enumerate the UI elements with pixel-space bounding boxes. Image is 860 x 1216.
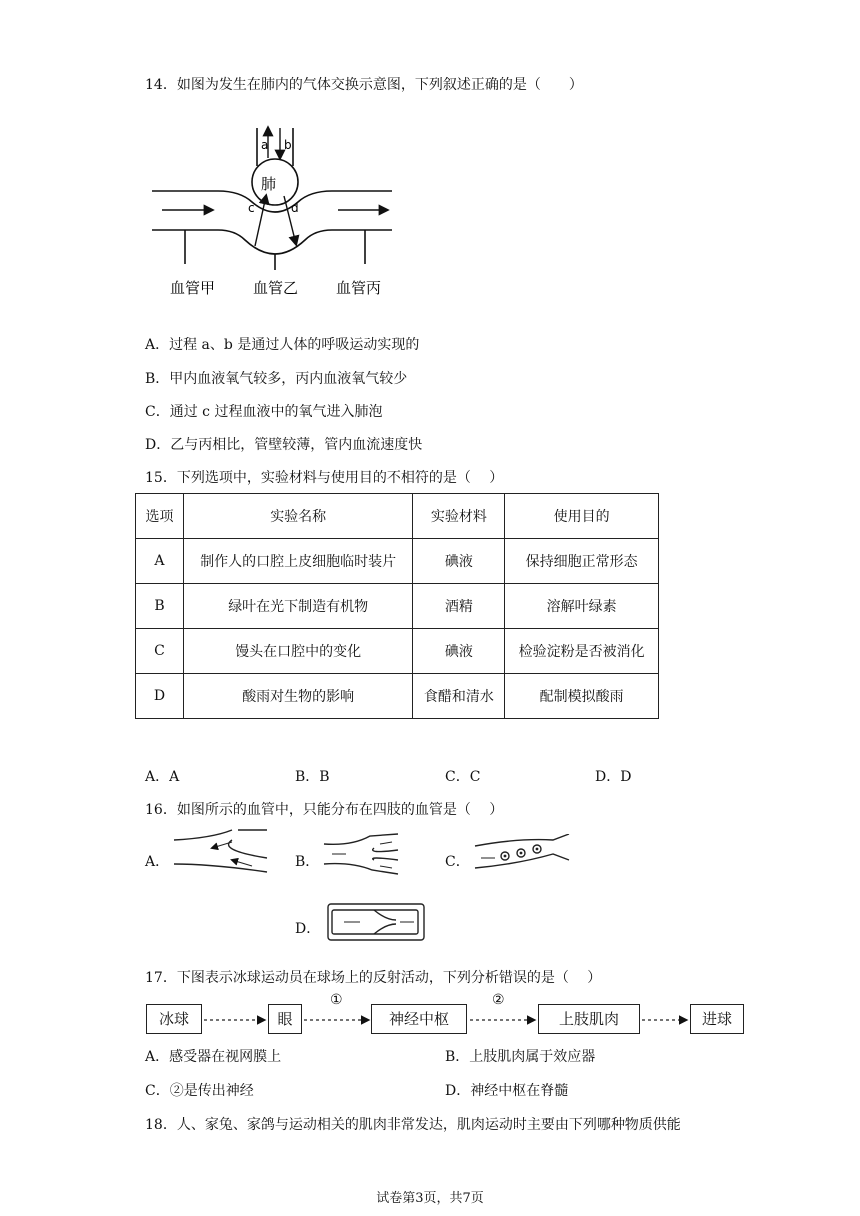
q14-option-c: C．通过 c 过程血液中的氧气进入肺泡 [145, 404, 383, 420]
table-cell: 配制模拟酸雨 [505, 674, 659, 719]
header-cell: 实验名称 [183, 494, 413, 539]
label-b: b [284, 138, 292, 152]
page-footer: 试卷第3页，共7页 [376, 1191, 484, 1206]
label-vessel-jia: 血管甲 [170, 279, 216, 297]
flow-arrows [200, 1008, 700, 1032]
table-cell: 溶解叶绿素 [505, 584, 659, 629]
table-cell: 保持细胞正常形态 [505, 539, 659, 584]
table-cell: 食醋和清水 [413, 674, 505, 719]
q15-option-c: C．C [445, 769, 481, 785]
table-row [136, 674, 659, 719]
q14-option-d: D．乙与丙相比，管壁较薄，管内血流速度快 [145, 437, 423, 453]
flow-node-ice-hockey: 冰球 [146, 1004, 202, 1034]
q15-option-d: D．D [595, 769, 632, 785]
label-d: d [291, 201, 299, 215]
q18-stem: 18．人、家兔、家鸽与运动相关的肌肉非常发达，肌肉运动时主要由下列哪种物质供能 [145, 1117, 681, 1133]
q15-option-a: A．A [145, 769, 180, 785]
label-a: a [261, 138, 269, 152]
experiment-table [135, 493, 659, 719]
label-lung: 肺 [261, 175, 277, 193]
vessel-a-icon [172, 828, 272, 878]
flow-node-upper-limb-muscle: 上肢肌肉 [538, 1004, 640, 1034]
table-cell: 绿叶在光下制造有机物 [183, 584, 413, 629]
label-c: c [248, 201, 255, 215]
table-cell: D [136, 674, 184, 719]
table-row [136, 539, 659, 584]
vessel-b-icon [322, 832, 402, 877]
q16-label-c: C． [445, 854, 470, 870]
q15-option-b: B．B [295, 769, 330, 785]
table-cell: C [136, 629, 184, 674]
table-cell: 酸雨对生物的影响 [183, 674, 413, 719]
q14-stem: 14．如图为发生在肺内的气体交换示意图，下列叙述正确的是（ ） [145, 77, 583, 93]
q16-label-b: B． [295, 854, 320, 870]
label-vessel-yi: 血管乙 [253, 279, 299, 297]
label-vessel-bing: 血管丙 [336, 279, 382, 297]
q17-option-a: A．感受器在视网膜上 [145, 1049, 282, 1065]
flow-marker-1: ① [330, 992, 343, 1008]
table-cell: 酒精 [413, 584, 505, 629]
table-cell: 馒头在口腔中的变化 [183, 629, 413, 674]
table-row [136, 629, 659, 674]
flow-node-eye: 眼 [268, 1004, 302, 1034]
vessel-c-icon [473, 834, 573, 874]
table-cell: B [136, 584, 184, 629]
q16-stem: 16．如图所示的血管中，只能分布在四肢的血管是（ ） [145, 802, 504, 818]
vessel-d-icon [324, 900, 430, 944]
table-cell: 碘液 [413, 629, 505, 674]
gas-exchange-diagram [140, 118, 400, 308]
header-cell: 选项 [136, 494, 184, 539]
table-cell: 检验淀粉是否被消化 [505, 629, 659, 674]
q14-option-a: A．过程 a、b 是通过人体的呼吸运动实现的 [145, 337, 420, 353]
table-cell: 制作人的口腔上皮细胞临时装片 [183, 539, 413, 584]
table-row [136, 584, 659, 629]
flow-marker-2: ② [492, 992, 505, 1008]
flow-node-nerve-center: 神经中枢 [371, 1004, 467, 1034]
q15-stem: 15．下列选项中，实验材料与使用目的不相符的是（ ） [145, 470, 504, 486]
q17-option-b: B．上肢肌肉属于效应器 [445, 1049, 596, 1065]
q17-option-c: C．②是传出神经 [145, 1083, 254, 1099]
flow-node-goal: 进球 [690, 1004, 744, 1034]
table-cell: 碘液 [413, 539, 505, 584]
table-cell: A [136, 539, 184, 584]
q16-label-a: A． [145, 854, 170, 870]
header-cell: 使用目的 [505, 494, 659, 539]
q17-stem: 17．下图表示冰球运动员在球场上的反射活动，下列分析错误的是（ ） [145, 970, 602, 986]
header-cell: 实验材料 [413, 494, 505, 539]
q17-option-d: D．神经中枢在脊髓 [445, 1083, 569, 1099]
q16-label-d: D． [295, 921, 321, 937]
table-header-row [136, 494, 659, 539]
q14-option-b: B．甲内血液氧气较多，丙内血液氧气较少 [145, 371, 408, 387]
